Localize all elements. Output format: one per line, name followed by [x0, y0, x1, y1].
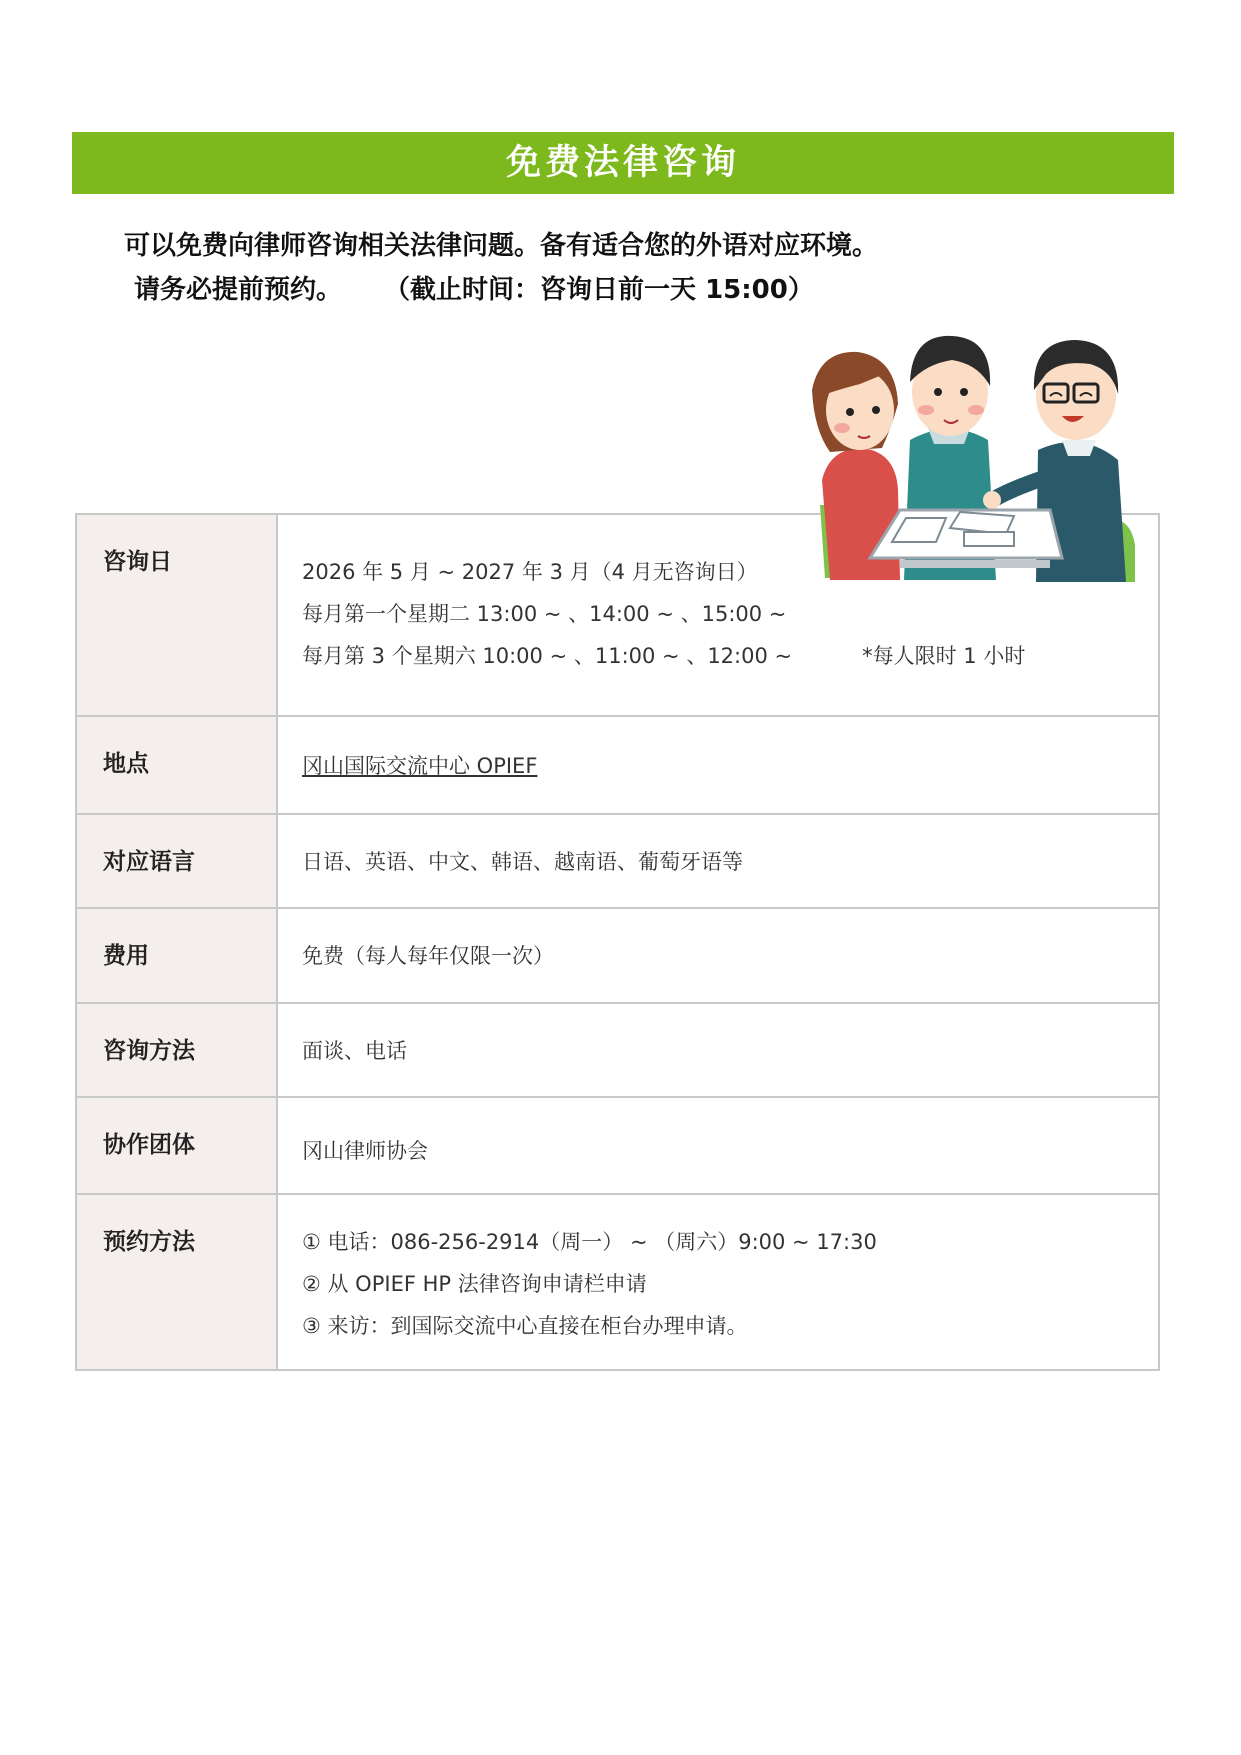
consultation-people-illustration — [800, 330, 1160, 590]
value-place — [277, 716, 1159, 814]
row-partner — [76, 1097, 1159, 1194]
intro-deadline: （截止时间：咨询日前一天 15:00） — [384, 275, 814, 305]
language-list: 日语、英语、中文、韩语、越南语、葡萄牙语等 — [302, 850, 743, 874]
reserve-phone: ① 电话：086-256-2914（周一） ~ （周六）9:00 ~ 17:30 — [302, 1230, 877, 1254]
label-partner: 协作团体 — [76, 1097, 277, 1194]
value-fee — [277, 908, 1159, 1003]
row-method — [76, 1003, 1159, 1097]
page-title: 免费法律咨询 — [72, 132, 1174, 194]
fee-text: 免费（每人每年仅限一次） — [302, 944, 554, 968]
intro-line-1: 可以免费向律师咨询相关法律问题。备有适合您的外语对应环境。 — [124, 231, 879, 261]
label-language: 对应语言 — [76, 814, 277, 908]
intro-reservation-note: 请务必提前预约。 — [134, 275, 343, 305]
label-place: 地点 — [76, 716, 277, 814]
label-date: 咨询日 — [76, 514, 277, 716]
method-text: 面谈、电话 — [302, 1039, 407, 1063]
date-saturday-times: 每月第 3 个星期六 10:00 ~ 、11:00 ~ 、12:00 ~ — [302, 644, 793, 668]
value-language — [277, 814, 1159, 908]
row-language — [76, 814, 1159, 908]
value-method — [277, 1003, 1159, 1097]
intro-line-2 — [124, 268, 878, 312]
reserve-visit: ③ 来访：到国际交流中心直接在柜台办理申请。 — [302, 1314, 748, 1338]
intro-text — [124, 224, 878, 312]
value-partner — [277, 1097, 1159, 1194]
partner-text: 冈山律师协会 — [302, 1139, 428, 1163]
label-method: 咨询方法 — [76, 1003, 277, 1097]
value-reserve — [277, 1194, 1159, 1370]
label-fee: 费用 — [76, 908, 277, 1003]
reserve-web: ② 从 OPIEF HP 法律咨询申请栏申请 — [302, 1272, 647, 1296]
row-place — [76, 716, 1159, 814]
time-limit-note: *每人限时 1 小时 — [862, 644, 1026, 668]
date-saturday — [302, 635, 1158, 677]
row-reserve — [76, 1194, 1159, 1370]
date-tuesday: 每月第一个星期二 13:00 ~ 、14:00 ~ 、15:00 ~ — [302, 602, 787, 626]
woman-body-icon — [822, 448, 900, 580]
label-reserve: 预约方法 — [76, 1194, 277, 1370]
date-period: 2026 年 5 月 ~ 2027 年 3 月（4 月无咨询日） — [302, 560, 758, 584]
place-link[interactable]: 冈山国际交流中心 OPIEF — [302, 754, 538, 778]
info-table — [75, 513, 1160, 1371]
row-fee — [76, 908, 1159, 1003]
